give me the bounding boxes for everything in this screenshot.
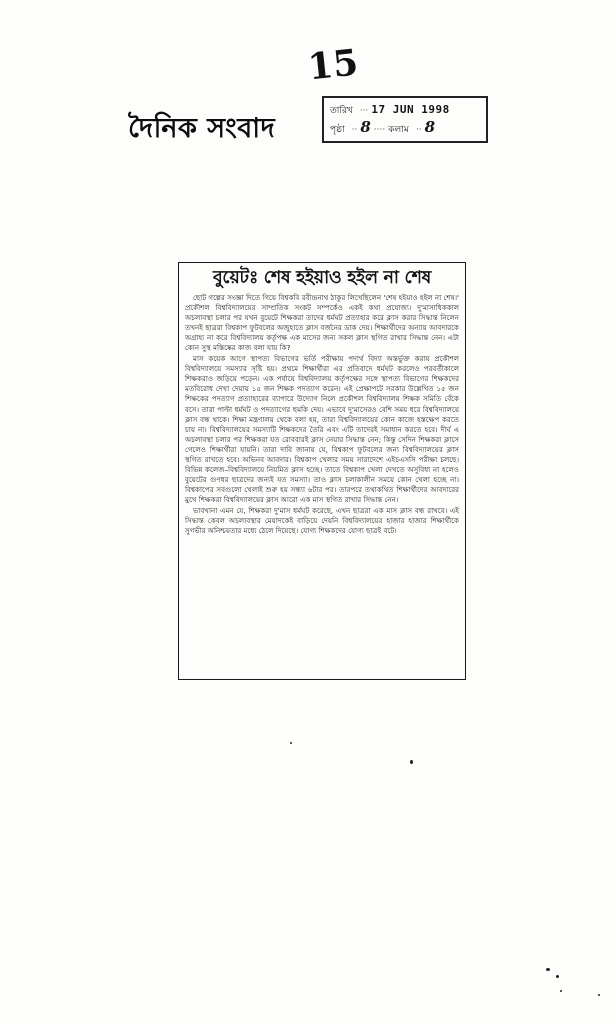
newspaper-clipping — [178, 262, 466, 680]
scan-speck — [546, 968, 550, 971]
stamp-date-value: 17 JUN 1998 — [371, 103, 450, 116]
stamp-date-label: তারিখ — [330, 106, 353, 116]
article-headline: বুয়েটঃ শেষ হইয়াও হইল না শেষ — [212, 268, 432, 288]
stamp-dots: ·· — [351, 125, 358, 135]
clipping-stamp — [322, 96, 488, 143]
article-paragraph-1: ছোট গল্পের সংজ্ঞা দিতে গিয়ে বিশ্বকবি রবীন্দ্রনাথ ঠাকুর লিখেছিলেন 'শেষ হইয়াও হইল না শেষ।' প্রকৌশল বিশ্ববিদ্যালয়ের সাম্প্রতিক সংকট সম্পর্কেও একই কথা প্রযোজ্য। দু'মাসাধিককাল অচলাবস্থা চলার পর যখন বুয়েটে শিক্ষকরা তাদের ধর্মঘট প্রত্যাহার করে ক্লাস করার সিদ্ধান্ত নিলেন তখনই ছাত্ররা বিশ্বকাপ ফুটবলের অজুহাতে ক্লাস বর্জনের ডাক দেয়। শিক্ষার্থীদের অন্যায় আবদারকে অগ্রাহ্য না করে বিশ্ববিদ্যালয় কর্তৃপক্ষ এক মাসের জন্য সকল ক্লাস স্থগিত রাখার সিদ্ধান্ত নেন। এটা কোন সুস্থ মস্তিষ্কের কাজ বলা যায় কি? — [185, 293, 459, 353]
article-paragraph-3: ভাবখানা এমন যে, শিক্ষকরা দু'মাস ধর্মঘট করেছে, এখন ছাত্ররা এক মাস ক্লাস বন্ধ রাখবে। এই সিদ্ধান্ত কেবল অচলাবস্থার মেয়াদকেই বাড়িয়ে দেয়নি বিশ্ববিদ্যালয়ের হাজার হাজার শিক্ষার্থীকে সুগভীর অনিশ্চয়তার মধ্যে ঠেলে দিয়েছে। যোগ্য শিক্ষকদের যোগ্য ছাত্রই বটে। — [185, 505, 459, 536]
scan-speck — [410, 760, 413, 764]
stamp-date-row — [330, 102, 480, 119]
stamp-column-value: 8 — [424, 118, 436, 136]
stamp-page-row — [330, 119, 480, 138]
stamp-page-value: 8 — [360, 118, 371, 136]
scan-speck — [290, 742, 292, 744]
scan-speck — [598, 994, 600, 996]
scan-speck — [560, 990, 562, 992]
handwritten-mark: 15 — [305, 41, 361, 89]
stamp-dots: ···· — [373, 125, 386, 135]
stamp-dots: ·· — [415, 125, 422, 135]
newspaper-name: দৈনিক সংবাদ — [128, 113, 276, 144]
stamp-page-label: পৃষ্ঠা — [330, 125, 345, 135]
stamp-dots: ··· — [359, 106, 369, 116]
stamp-column-label: কলাম — [388, 125, 409, 135]
article-paragraph-2: মাস কয়েক আগে স্থাপত্য বিভাগের ভর্তি পরীক্ষায় পদার্থ বিদ্যা অন্তর্ভুক্ত করায় প্রকৌশল বিশ্ববিদ্যালয়ে সমস্যার সৃষ্টি হয়। প্রথমে শিক্ষার্থীরা এর প্রতিবাদে ধর্মঘট করলেও পরবর্তীকালে শিক্ষকরাও জড়িয়ে পড়েন। এক পর্যায়ে বিশ্ববিদ্যালয় কর্তৃপক্ষের সঙ্গে স্থাপত্য বিভাগের শিক্ষকদের মতবিরোধ দেখা দেয়ায় ১৫ জন শিক্ষক পদত্যাগ করেন। এই প্রেক্ষাপটে সরকার উল্লেখিত ১৫ জন শিক্ষকের পদত্যাগ প্রত্যাহারের ব্যাপারে উদ্যোগ নিলে প্রকৌশল বিশ্ববিদ্যালয় শিক্ষক সমিতি বেঁকে বসে। তারা পাল্টা ধর্মঘট ও পদত্যাগের হুমকি দেয়। এভাবে দু'মাসেরও বেশি সময় ধরে বিশ্ববিদ্যালয়ে ক্লাস বন্ধ থাকে। শিক্ষা মন্ত্রণালয় থেকে বলা হয়, তারা বিশ্ববিদ্যালয়ের কোন কাজে হস্তক্ষেপ করতে চায় না। বিশ্ববিদ্যালয়ের সমস্যাটি শিক্ষকদের তৈরি এবং এটি তাদেরই সমাধান করতে হবে। দীর্ঘ এ অচলাবস্থা চলার পর শিক্ষকরা যত রোববারই ক্লাস নেয়ার সিদ্ধান্ত নেন; কিন্তু সেদিন শিক্ষকরা ক্লাসে গেলেও শিক্ষার্থীরা যায়নি। তারা দাবি জানায় যে, বিশ্বকাপ ফুটবলের জন্য বিশ্ববিদ্যালয়ের ক্লাস স্থগিত রাখতে হবে। অভিনব আবদার। বিশ্বকাপ খেলার সময় সারাদেশে এইচএসসি পরীক্ষা চলছে। বিভিন্ন কলেজ–বিশ্ববিদ্যালয়ে নিয়মিত ক্লাস হচ্ছে। তাতে বিশ্বকাপ খেলা দেখতে অসুবিধা না হলেও বুয়েটের গুণধর ছাত্রদের জন্যই যত সমস্যা। তাও ক্লাস চলাকালীন সময়ে কোন খেলা হচ্ছে না। বিশ্বকাপের সবগুলো খেলাই শুরু হয় সন্ধ্যা ৬টার পর। তারপরে তথাকথিত শিক্ষার্থীদের আবদারের মুখে শিক্ষকরা বিশ্ববিদ্যালয়ের ক্লাস আরো এক মাস স্থগিত রাখার সিদ্ধান্ত নেন। — [185, 354, 459, 504]
scan-speck — [556, 975, 559, 978]
